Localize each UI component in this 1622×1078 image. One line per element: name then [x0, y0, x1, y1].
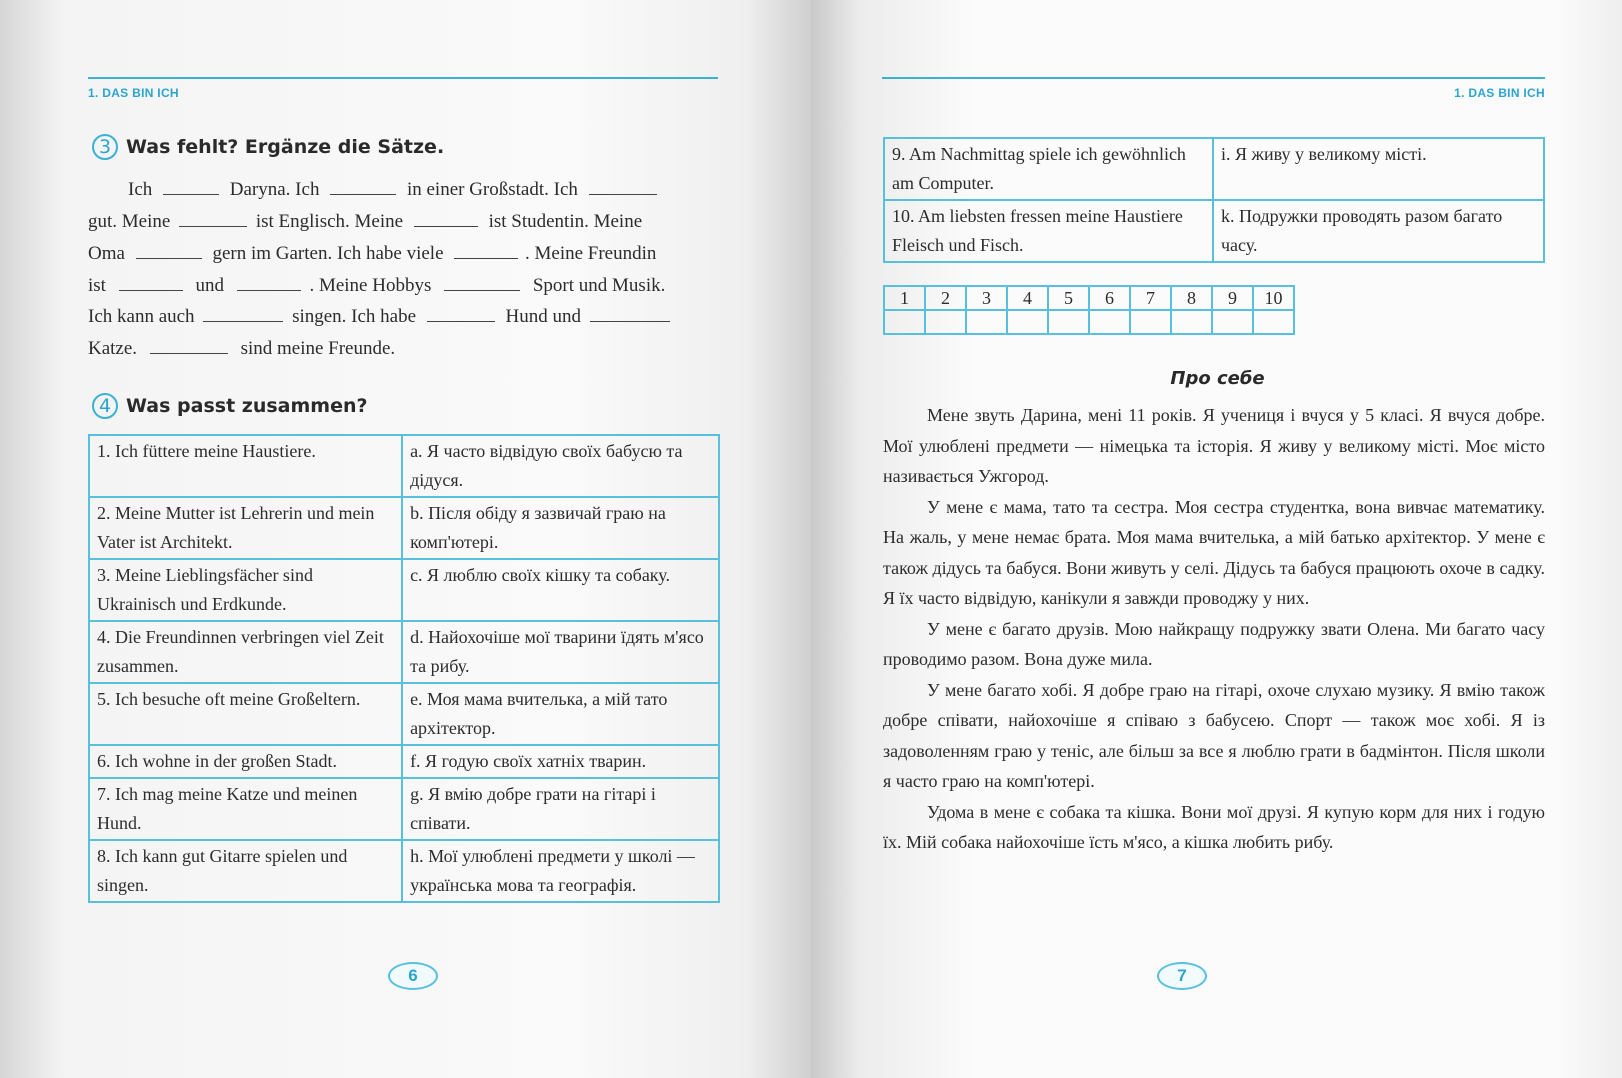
blank-field[interactable] — [330, 176, 396, 195]
answer-number: 3 — [966, 286, 1007, 310]
german-sentence: 8. Ich kann gut Gitarre spielen und singen. — [89, 840, 402, 902]
blank-field[interactable] — [454, 240, 518, 259]
gap-line: gut. Meine ist Englisch. Meine ist Studentin. Meine — [88, 208, 642, 234]
matching-table-continued — [883, 137, 1545, 263]
blank-field[interactable] — [163, 176, 219, 195]
answer-cell[interactable] — [925, 310, 966, 334]
answer-cell[interactable] — [884, 310, 925, 334]
blank-field[interactable] — [150, 335, 228, 354]
answer-cell[interactable] — [1130, 310, 1171, 334]
german-sentence: 10. Am liebsten fressen meine Haustiere Fleisch und Fisch. — [884, 200, 1213, 262]
exercise-title-text: Was fehlt? Ergänze die Sätze. — [126, 136, 445, 158]
exercise-3-title — [92, 134, 444, 160]
exercise-number-badge: 3 — [92, 134, 118, 160]
answer-number: 6 — [1089, 286, 1130, 310]
answer-number: 1 — [884, 286, 925, 310]
ukrainian-sentence: a. Я часто відвідую своїх бабусю та дідуся. — [402, 435, 719, 497]
german-sentence: 3. Meine Lieblingsfächer sind Ukrainisch und Erdkunde. — [89, 559, 402, 621]
ukrainian-sentence: h. Мої улюблені предмети у школі — українська мова та географія. — [402, 840, 719, 902]
answer-cell[interactable] — [1171, 310, 1212, 334]
table-row — [884, 138, 1544, 200]
paragraph: Мене звуть Дарина, мені 11 років. Я учениця і вчуся у 5 класі. Я вчуся добре. Мої улюблені предмети — німецька та історія. Я живу у великому місті. Моє місто називається Ужгород. — [883, 405, 1545, 486]
german-sentence: 2. Meine Mutter ist Lehrerin und mein Vater ist Architekt. — [89, 497, 402, 559]
answer-cell[interactable] — [966, 310, 1007, 334]
answer-number: 10 — [1253, 286, 1294, 310]
header-rule — [882, 77, 1545, 79]
blank-field[interactable] — [119, 272, 183, 291]
table-row — [89, 683, 719, 745]
header-rule — [88, 77, 718, 79]
table-row — [89, 745, 719, 778]
paragraph: У мене є багато друзів. Мою найкращу подружку звати Олена. Ми багато часу проводимо разом. Вона дуже мила. — [883, 618, 1545, 669]
blank-field[interactable] — [444, 272, 520, 291]
gap-line: Katze. sind meine Freunde. — [88, 335, 395, 361]
table-row — [89, 840, 719, 902]
blank-field[interactable] — [589, 176, 657, 195]
answer-cell[interactable] — [1212, 310, 1253, 334]
ukrainian-sentence: k. Подружки проводять разом багато часу. — [1213, 200, 1544, 262]
gap-line: Oma gern im Garten. Ich habe viele . Meine Freundin — [88, 240, 656, 266]
answer-grid-numbers — [884, 286, 1294, 310]
answer-cell[interactable] — [1048, 310, 1089, 334]
ukrainian-sentence: e. Моя мама вчителька, а мій тато архітектор. — [402, 683, 719, 745]
exercise-4-title — [92, 393, 368, 419]
right-page — [811, 0, 1622, 1078]
ukrainian-sentence: b. Після обіду я зазвичай граю на комп'ютері. — [402, 497, 719, 559]
paragraph: У мене багато хобі. Я добре граю на гітарі, охоче слухаю музику. Я вмію також добре співати, найохочіше я співаю з бабусею. Спорт — також моє хобі. Я із задоволенням граю у теніс, але більш за все я люблю грати в бадмінтон. Після школи я часто граю на комп'ютері. — [883, 679, 1545, 791]
german-sentence: 4. Die Freundinnen verbringen viel Zeit zusammen. — [89, 621, 402, 683]
answer-grid-inputs — [884, 310, 1294, 334]
blank-field[interactable] — [427, 303, 495, 322]
blank-field[interactable] — [414, 208, 478, 227]
blank-field[interactable] — [237, 272, 301, 291]
answer-number: 5 — [1048, 286, 1089, 310]
blank-field[interactable] — [203, 303, 283, 322]
ukrainian-sentence: f. Я годую своїх хатніх тварин. — [402, 745, 719, 778]
ukrainian-sentence: g. Я вмію добре грати на гітарі і співати. — [402, 778, 719, 840]
page-number: 7 — [1157, 962, 1207, 990]
ukrainian-sentence: c. Я люблю своїх кішку та собаку. — [402, 559, 719, 621]
ukrainian-sentence: d. Найохочіше мої тварини їдять м'ясо та рибу. — [402, 621, 719, 683]
running-head: 1. DAS BIN ICH — [1454, 86, 1545, 100]
german-sentence: 9. Am Nachmittag spiele ich gewöhnlich am Computer. — [884, 138, 1213, 200]
table-row — [884, 200, 1544, 262]
answer-grid — [883, 285, 1295, 335]
answer-number: 4 — [1007, 286, 1048, 310]
table-row — [89, 778, 719, 840]
answer-cell[interactable] — [1007, 310, 1048, 334]
answer-number: 2 — [925, 286, 966, 310]
page-number: 6 — [388, 962, 438, 990]
text-title: Про себе — [1170, 368, 1265, 389]
table-row — [89, 435, 719, 497]
exercise-title-text: Was passt zusammen? — [126, 395, 368, 417]
gap-line: Ich kann auch singen. Ich habe Hund und — [88, 303, 670, 329]
paragraph: Удома в мене є собака та кішка. Вони мої друзі. Я купую корм для них і годую їх. Мій собака найохочіше їсть м'ясо, а кішка любить рибу. — [883, 801, 1545, 852]
table-row — [89, 621, 719, 683]
paragraph: У мене є мама, тато та сестра. Моя сестра студентка, вона вивчає математику. На жаль, у мене немає брата. Моя мама вчителька, а мій батько архітектор. У мене є також дідусь та бабуся. Вони живуть у селі. Дідусь та бабуся працюють охоче в садку. Я їх часто відвідую, канікули я завжди проводжу у них. — [883, 496, 1545, 608]
answer-cell[interactable] — [1089, 310, 1130, 334]
answer-number: 8 — [1171, 286, 1212, 310]
table-row — [89, 497, 719, 559]
blank-field[interactable] — [136, 240, 202, 259]
german-sentence: 7. Ich mag meine Katze und meinen Hund. — [89, 778, 402, 840]
story-text — [883, 400, 1545, 858]
answer-number: 7 — [1130, 286, 1171, 310]
answer-number: 9 — [1212, 286, 1253, 310]
ukrainian-sentence: i. Я живу у великому місті. — [1213, 138, 1544, 200]
matching-table — [88, 434, 720, 903]
german-sentence: 6. Ich wohne in der großen Stadt. — [89, 745, 402, 778]
blank-field[interactable] — [590, 303, 670, 322]
blank-field[interactable] — [179, 208, 247, 227]
german-sentence: 1. Ich füttere meine Haustiere. — [89, 435, 402, 497]
exercise-number-badge: 4 — [92, 393, 118, 419]
running-head: 1. DAS BIN ICH — [88, 86, 179, 100]
table-row — [89, 559, 719, 621]
german-sentence: 5. Ich besuche oft meine Großeltern. — [89, 683, 402, 745]
gap-line: Ich Daryna. Ich in einer Großstadt. Ich — [88, 176, 718, 202]
gap-line: ist und . Meine Hobbys Sport und Musik. — [88, 272, 665, 298]
answer-cell[interactable] — [1253, 310, 1294, 334]
